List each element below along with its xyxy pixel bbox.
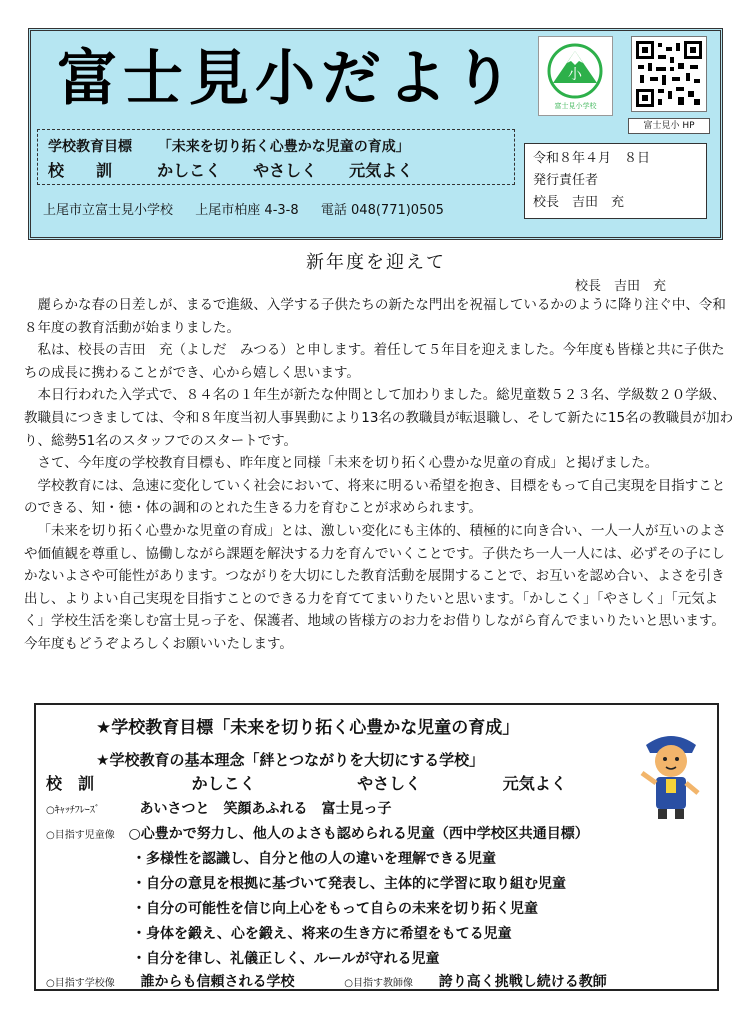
qr-code[interactable]: [631, 36, 707, 112]
child-goal-row: [46, 823, 589, 843]
child-goal-label: ○目指す児童像: [46, 830, 115, 841]
article-author: 校長 吉田 充: [575, 279, 667, 294]
school-image-label: ○目指す学校像: [46, 978, 115, 989]
motto-label: 校 訓: [46, 774, 95, 793]
publisher-name: 校長 吉田 充: [533, 195, 625, 210]
school-goal-box: [37, 129, 515, 185]
paragraph: 「未来を切り拓く心豊かな児童の育成」とは、激しい変化にも主体的、積極的に向き合い、一人一人が互いのよさや価値観を尊重し、協働しながら課題を解決する力を育んでいくことです。子供たち一人一人には、必ずその子にしかないよさや可能性があります。つながりを大切にした教育活動を展開することで、お互いを認め合い、よさを引き出し、よりよい自己実現を目指すことのできる力を育ててまいりたいと思います。「かしこく」「やさしく」「元気よく」学校生活を楽しむ富士見っ子を、保護者、地域の皆様方のお力をお借りしながら育んでまいりたいと思います。今年度もどうぞよろしくお願いいたします。: [24, 522, 726, 652]
article-body: [24, 294, 734, 656]
motto-item: かしこく: [191, 774, 256, 793]
child-goal-item: ・自分の意見を根拠に基づいて発表し、主体的に学習に取り組む児童: [132, 876, 566, 892]
goal-text: 「未来を切り拓く心豊かな児童の育成」: [157, 139, 410, 155]
newsletter-header: [28, 28, 723, 240]
svg-text:小: 小: [568, 67, 582, 83]
paragraph: 私は、校長の吉田 充（よしだ みつる）と申します。着任して５年目を迎えました。今年度も皆様と共に子供たちの成長に携わることができ、心から嬉しく思います。: [24, 342, 725, 381]
school-image-text: 誰からも信頼される学校: [140, 974, 295, 990]
catchphrase-label: ○ｷｬｯﾁﾌﾚｰｽﾞ: [46, 805, 100, 816]
child-goal-item: ・自分を律し、礼儀正しく、ルールが守れる児童: [132, 951, 440, 967]
paragraph: 本日行われた入学式で、８４名の１年生が新たな仲間として加わりました。総児童数５２３名、学級数２０学級、教職員につきましては、令和８年度当初人事異動により13名の教職員が転退職し、そして新たに15名の教職員が加わり、総勢51名のスタッフでのスタートです。: [24, 387, 734, 449]
school-name: 上尾市立富士見小学校: [43, 203, 174, 218]
school-phone: 電話 048(771)0505: [320, 203, 444, 218]
issue-info-box: [524, 143, 707, 219]
paragraph: 麗らかな春の日差しが、まるで進級、入学する子供たちの新たな門出を祝福しているかのように降り注ぐ中、令和８年度の教育活動が始まりました。: [24, 297, 726, 336]
teacher-image-label: ○目指す教師像: [344, 978, 413, 989]
catchphrase-text: あいさつと 笑顔あふれる 富士見っ子: [139, 801, 392, 817]
school-logo: [538, 36, 613, 116]
school-goals-box: [34, 703, 719, 991]
goals-heading: ★学校教育目標「未来を切り拓く心豊かな児童の育成」: [96, 718, 520, 738]
motto-item: 元気よく: [502, 774, 567, 793]
school-address: 上尾市柏座 4-3-8: [195, 203, 299, 218]
child-goal-item: ・身体を鍛え、心を鍛え、将来の生き方に希望をもてる児童: [132, 926, 512, 942]
school-teacher-row: [46, 971, 607, 991]
motto-item: やさしく: [357, 774, 422, 793]
child-goal-item: ・自分の可能性を信じ向上心をもって自らの未来を切り拓く児童: [132, 901, 538, 917]
mascot-illustration: [636, 723, 706, 823]
catchphrase-row: [46, 798, 391, 818]
teacher-image-text: 誇り高く挑戦し続ける教師: [438, 974, 607, 990]
qr-caption: 富士見小 HP: [628, 118, 710, 134]
child-goal-item: ○心豊かで努力し、他人のよさも認められる児童（西中学校区共通目標）: [128, 826, 589, 842]
qr-code-icon: [636, 41, 702, 107]
article-title: 新年度を迎えて: [306, 252, 446, 273]
school-motto: [46, 771, 567, 794]
motto-label: 校 訓: [48, 161, 113, 180]
school-address-line: [43, 199, 444, 218]
paragraph: 学校教育には、急速に変化していく社会において、将来に明るい希望を抱き、目標をもって自己実現を目指すことのできる、知・徳・体の調和のとれた生きる力を育むことが求められます。: [24, 477, 726, 517]
publisher-label: 発行責任者: [533, 173, 599, 188]
goal-label: 学校教育目標: [48, 139, 132, 155]
paragraph: さて、今年度の学校教育目標も、昨年度と同様「未来を切り拓く心豊かな児童の育成」と掲げました。: [37, 455, 659, 472]
child-goal-item: ・多様性を認識し、自分と他の人の違いを理解できる児童: [132, 851, 496, 867]
newsletter-title: 富士見小だより: [57, 44, 519, 114]
logo-caption: 富士見小学校: [554, 102, 597, 110]
motto-text: かしこく やさしく 元気よく: [157, 161, 414, 180]
basic-philosophy: ★学校教育の基本理念「絆とつながりを大切にする学校」: [96, 751, 485, 769]
issue-date: 令和８年４月 ８日: [533, 151, 651, 166]
